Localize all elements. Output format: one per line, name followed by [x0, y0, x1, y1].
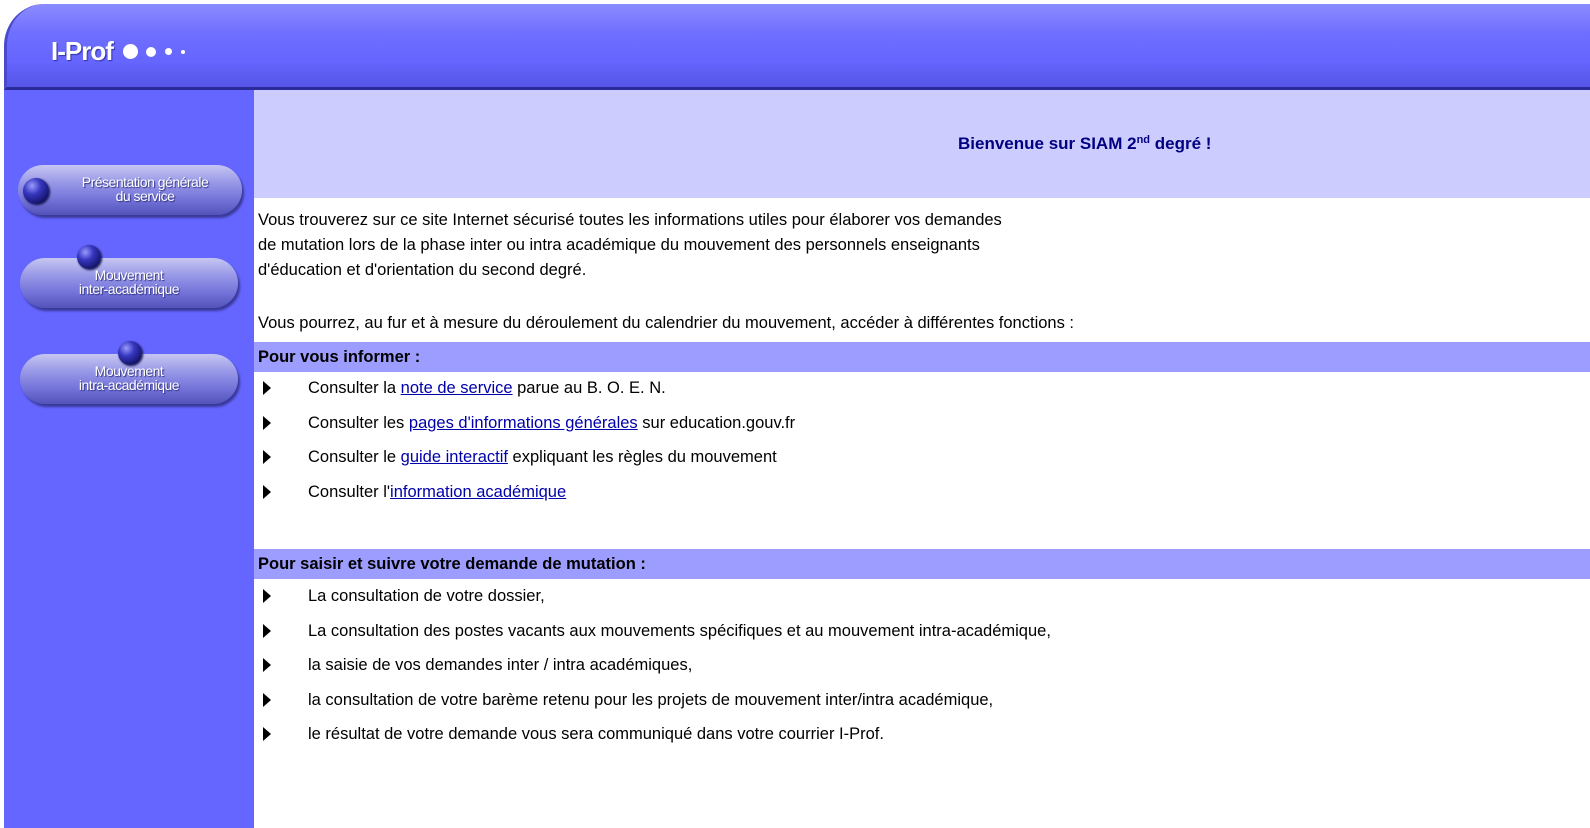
list-item	[254, 620, 1590, 655]
intro-line: de mutation lors de la phase inter ou intra académique du mouvement des personnels enseignants	[258, 236, 980, 254]
sidebar-item-presentation[interactable]	[18, 165, 242, 215]
text-after: sur education.gouv.fr	[637, 413, 796, 432]
text-before: Consulter la	[308, 379, 401, 397]
sphere-icon	[118, 341, 142, 365]
triangle-bullet-icon	[263, 727, 271, 741]
sphere-icon	[77, 245, 101, 269]
title-suffix: degré !	[1150, 134, 1212, 153]
sidebar-label-line: Présentation générale	[81, 174, 209, 190]
pages-informations-link[interactable]: pages d'informations générales	[408, 413, 638, 432]
list-item	[254, 412, 1590, 447]
main-content	[254, 90, 1590, 828]
dot-icon	[146, 47, 156, 57]
sphere-icon	[23, 178, 49, 204]
sidebar-label-line: inter-académique	[78, 281, 180, 297]
note-de-service-link[interactable]: note de service	[400, 379, 513, 397]
sidebar-item-label	[48, 175, 242, 203]
list-item	[254, 377, 1590, 412]
triangle-bullet-icon	[263, 589, 271, 603]
triangle-bullet-icon	[263, 624, 271, 638]
sidebar	[4, 90, 254, 828]
logo-dots-icon	[123, 44, 185, 59]
dot-icon	[123, 44, 138, 59]
list-item-text: le résultat de votre demande vous sera communiqué dans votre courrier I-Prof.	[308, 725, 884, 743]
list-item-text: la consultation de votre barème retenu pour les projets de mouvement inter/intra académique,	[308, 690, 994, 709]
title-sup: nd	[1136, 134, 1151, 146]
list-item-text	[308, 412, 795, 434]
triangle-bullet-icon	[263, 416, 271, 430]
mutation-list	[254, 585, 1590, 758]
inform-list	[254, 377, 1590, 515]
header-bar	[4, 4, 1590, 90]
list-item	[254, 723, 1590, 758]
sidebar-label-line: intra-académique	[78, 377, 180, 393]
app-header	[0, 0, 1590, 92]
list-item	[254, 481, 1590, 516]
sidebar-label-line: Mouvement	[94, 267, 164, 283]
triangle-bullet-icon	[263, 450, 271, 464]
welcome-banner	[254, 90, 1590, 198]
list-item	[254, 585, 1590, 620]
list-item	[254, 446, 1590, 481]
sidebar-label-line: Mouvement	[94, 363, 164, 379]
information-academique-link[interactable]: information académique	[390, 482, 567, 501]
page-title	[958, 134, 1211, 154]
dot-icon	[165, 48, 172, 55]
list-item	[254, 689, 1590, 724]
text-after: parue au B. O. E. N.	[512, 379, 666, 397]
sidebar-item-label	[20, 268, 238, 296]
text-before: Consulter les	[308, 413, 409, 432]
list-item-text	[308, 446, 777, 468]
list-item-text	[308, 377, 666, 399]
intro-paragraph	[258, 208, 1308, 283]
text-before: Consulter le	[308, 448, 401, 466]
dot-icon	[181, 50, 185, 54]
intro-line: d'éducation et d'orientation du second degré.	[258, 261, 587, 279]
lead-text: Vous pourrez, au fur et à mesure du déroulement du calendrier du mouvement, accéder à différentes fonctions :	[258, 314, 1075, 332]
sidebar-label-line: du service	[115, 188, 175, 204]
list-item-text	[308, 481, 566, 503]
sidebar-item-inter-academique[interactable]	[20, 258, 238, 308]
list-item	[254, 654, 1590, 689]
section-header-inform: Pour vous informer :	[254, 342, 1590, 372]
list-item-text: La consultation des postes vacants aux mouvements spécifiques et au mouvement intra-académique,	[308, 621, 1051, 640]
triangle-bullet-icon	[263, 485, 271, 499]
intro-line: Vous trouverez sur ce site Internet sécurisé toutes les informations utiles pour élaborer vos demandes	[258, 211, 1002, 229]
text-before: Consulter l'	[308, 482, 391, 501]
triangle-bullet-icon	[263, 381, 271, 395]
list-item-text: la saisie de vos demandes inter / intra académiques,	[308, 656, 693, 674]
guide-interactif-link[interactable]: guide interactif	[400, 448, 508, 466]
triangle-bullet-icon	[263, 693, 271, 707]
title-prefix: Bienvenue sur SIAM 2	[958, 134, 1137, 153]
section-header-mutation: Pour saisir et suivre votre demande de mutation :	[254, 549, 1590, 579]
iprof-logo[interactable]	[51, 36, 185, 67]
triangle-bullet-icon	[263, 658, 271, 672]
sidebar-item-label	[20, 364, 238, 392]
text-after: expliquant les règles du mouvement	[507, 448, 777, 466]
sidebar-item-intra-academique[interactable]	[20, 354, 238, 404]
list-item-text: La consultation de votre dossier,	[308, 587, 545, 605]
logo-text: I-Prof	[51, 36, 113, 66]
